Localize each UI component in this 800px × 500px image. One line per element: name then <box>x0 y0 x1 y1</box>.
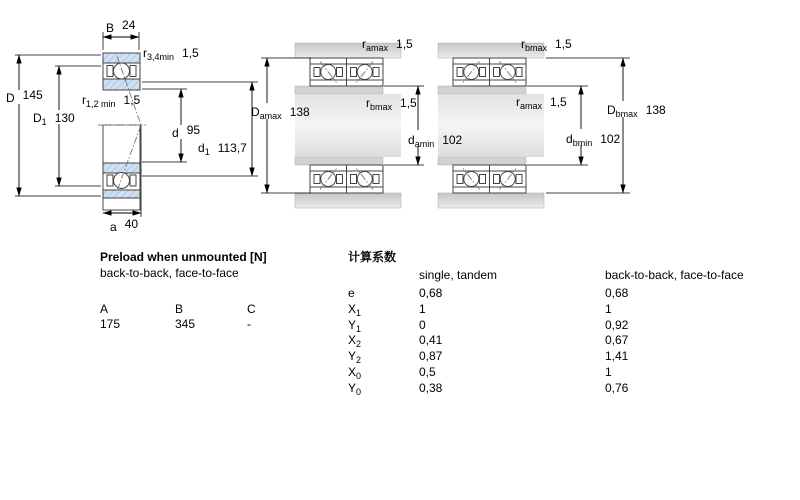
dim-label-B: B 24 <box>106 18 136 35</box>
preload-value: - <box>247 317 251 331</box>
figure-arrangement-b <box>438 43 544 208</box>
figure-arrangement-a <box>295 43 401 208</box>
factors-title: 计算系数 <box>348 250 397 264</box>
factors-col-btb-header: back-to-back, face-to-face <box>605 268 744 282</box>
factor-value-single: 0 <box>419 317 426 332</box>
factor-value-single: 0,5 <box>419 364 436 379</box>
dim-label-Dbmax: $D_{bmax}$ 138 <box>607 103 666 119</box>
factor-symbol: $X_2$ <box>348 333 362 350</box>
dim-label-rbmax-b: $r_{bmax}$ 1,5 <box>521 37 572 53</box>
factor-symbol: $Y_1$ <box>348 317 362 334</box>
dim-label-r34: $r_{3,4min}$ 1,5 <box>143 46 199 62</box>
shaft-shoulder-a-top <box>295 86 383 94</box>
factor-symbol: $Y_0$ <box>348 380 362 397</box>
preload-title: Preload when unmounted [N] <box>100 250 267 264</box>
dim-label-a: a 40 <box>110 217 139 234</box>
factor-value-single: 1 <box>419 301 426 316</box>
factor-symbol: $Y_2$ <box>348 349 362 366</box>
dim-label-Damax: $D_{amax}$ 138 <box>251 105 310 121</box>
preload-value: 175 <box>100 317 121 331</box>
dim-label-dbmin: $d_{bmin}$ 102 <box>566 132 621 148</box>
factor-symbol: $X_0$ <box>348 364 362 381</box>
factor-value-btb: 1 <box>605 301 612 316</box>
preload-col-header: C <box>247 302 256 316</box>
factor-value-btb: 0,68 <box>605 286 629 300</box>
preload-subtitle: back-to-back, face-to-face <box>100 266 239 280</box>
dim-label-D: D 145 <box>6 88 43 105</box>
bearing-diagrams <box>0 0 800 245</box>
factor-symbol: e <box>348 286 355 300</box>
factor-value-btb: 1 <box>605 364 612 379</box>
housing-bottom-a <box>295 193 401 208</box>
factor-value-btb: 0,92 <box>605 317 629 332</box>
factor-value-single: 0,41 <box>419 333 443 348</box>
dim-label-d1: $d_1$ 113,7 <box>198 141 247 157</box>
shaft-shoulder-b-bottom <box>438 157 526 165</box>
preload-value: 345 <box>175 317 196 331</box>
factor-value-single: 0,87 <box>419 349 443 364</box>
shaft-shoulder-a-bottom <box>295 157 383 165</box>
factor-value-btb: 1,41 <box>605 349 629 364</box>
factor-value-btb: 0,76 <box>605 380 629 395</box>
preload-table <box>100 251 292 331</box>
housing-bottom-b <box>438 193 544 208</box>
factor-value-btb: 0,67 <box>605 333 629 348</box>
calculation-factors-table <box>348 251 765 398</box>
dim-label-ramax-b: $r_{amax}$ 1,5 <box>516 95 567 111</box>
factor-value-single: 0,68 <box>419 286 443 300</box>
preload-col-header: B <box>175 302 184 316</box>
dim-label-r12: $r_{1,2 min}$ 1,5 <box>82 93 141 109</box>
factors-col-single-header: single, tandem <box>419 268 498 282</box>
figure-cross-section <box>98 53 147 210</box>
dim-label-d: d 95 <box>172 123 201 140</box>
dim-label-rbmax-a: $r_{bmax}$ 1,5 <box>366 96 417 112</box>
dim-label-damin: $d_{amin}$ 102 <box>408 133 463 149</box>
shaft-shoulder-b-top <box>438 86 526 94</box>
dim-label-D1: $D_1$ 130 <box>33 111 75 127</box>
factor-value-single: 0,38 <box>419 380 443 395</box>
dim-label-ramax-a: $r_{amax}$ 1,5 <box>362 37 413 53</box>
preload-col-header: A <box>100 302 109 316</box>
factor-symbol: $X_1$ <box>348 301 362 318</box>
